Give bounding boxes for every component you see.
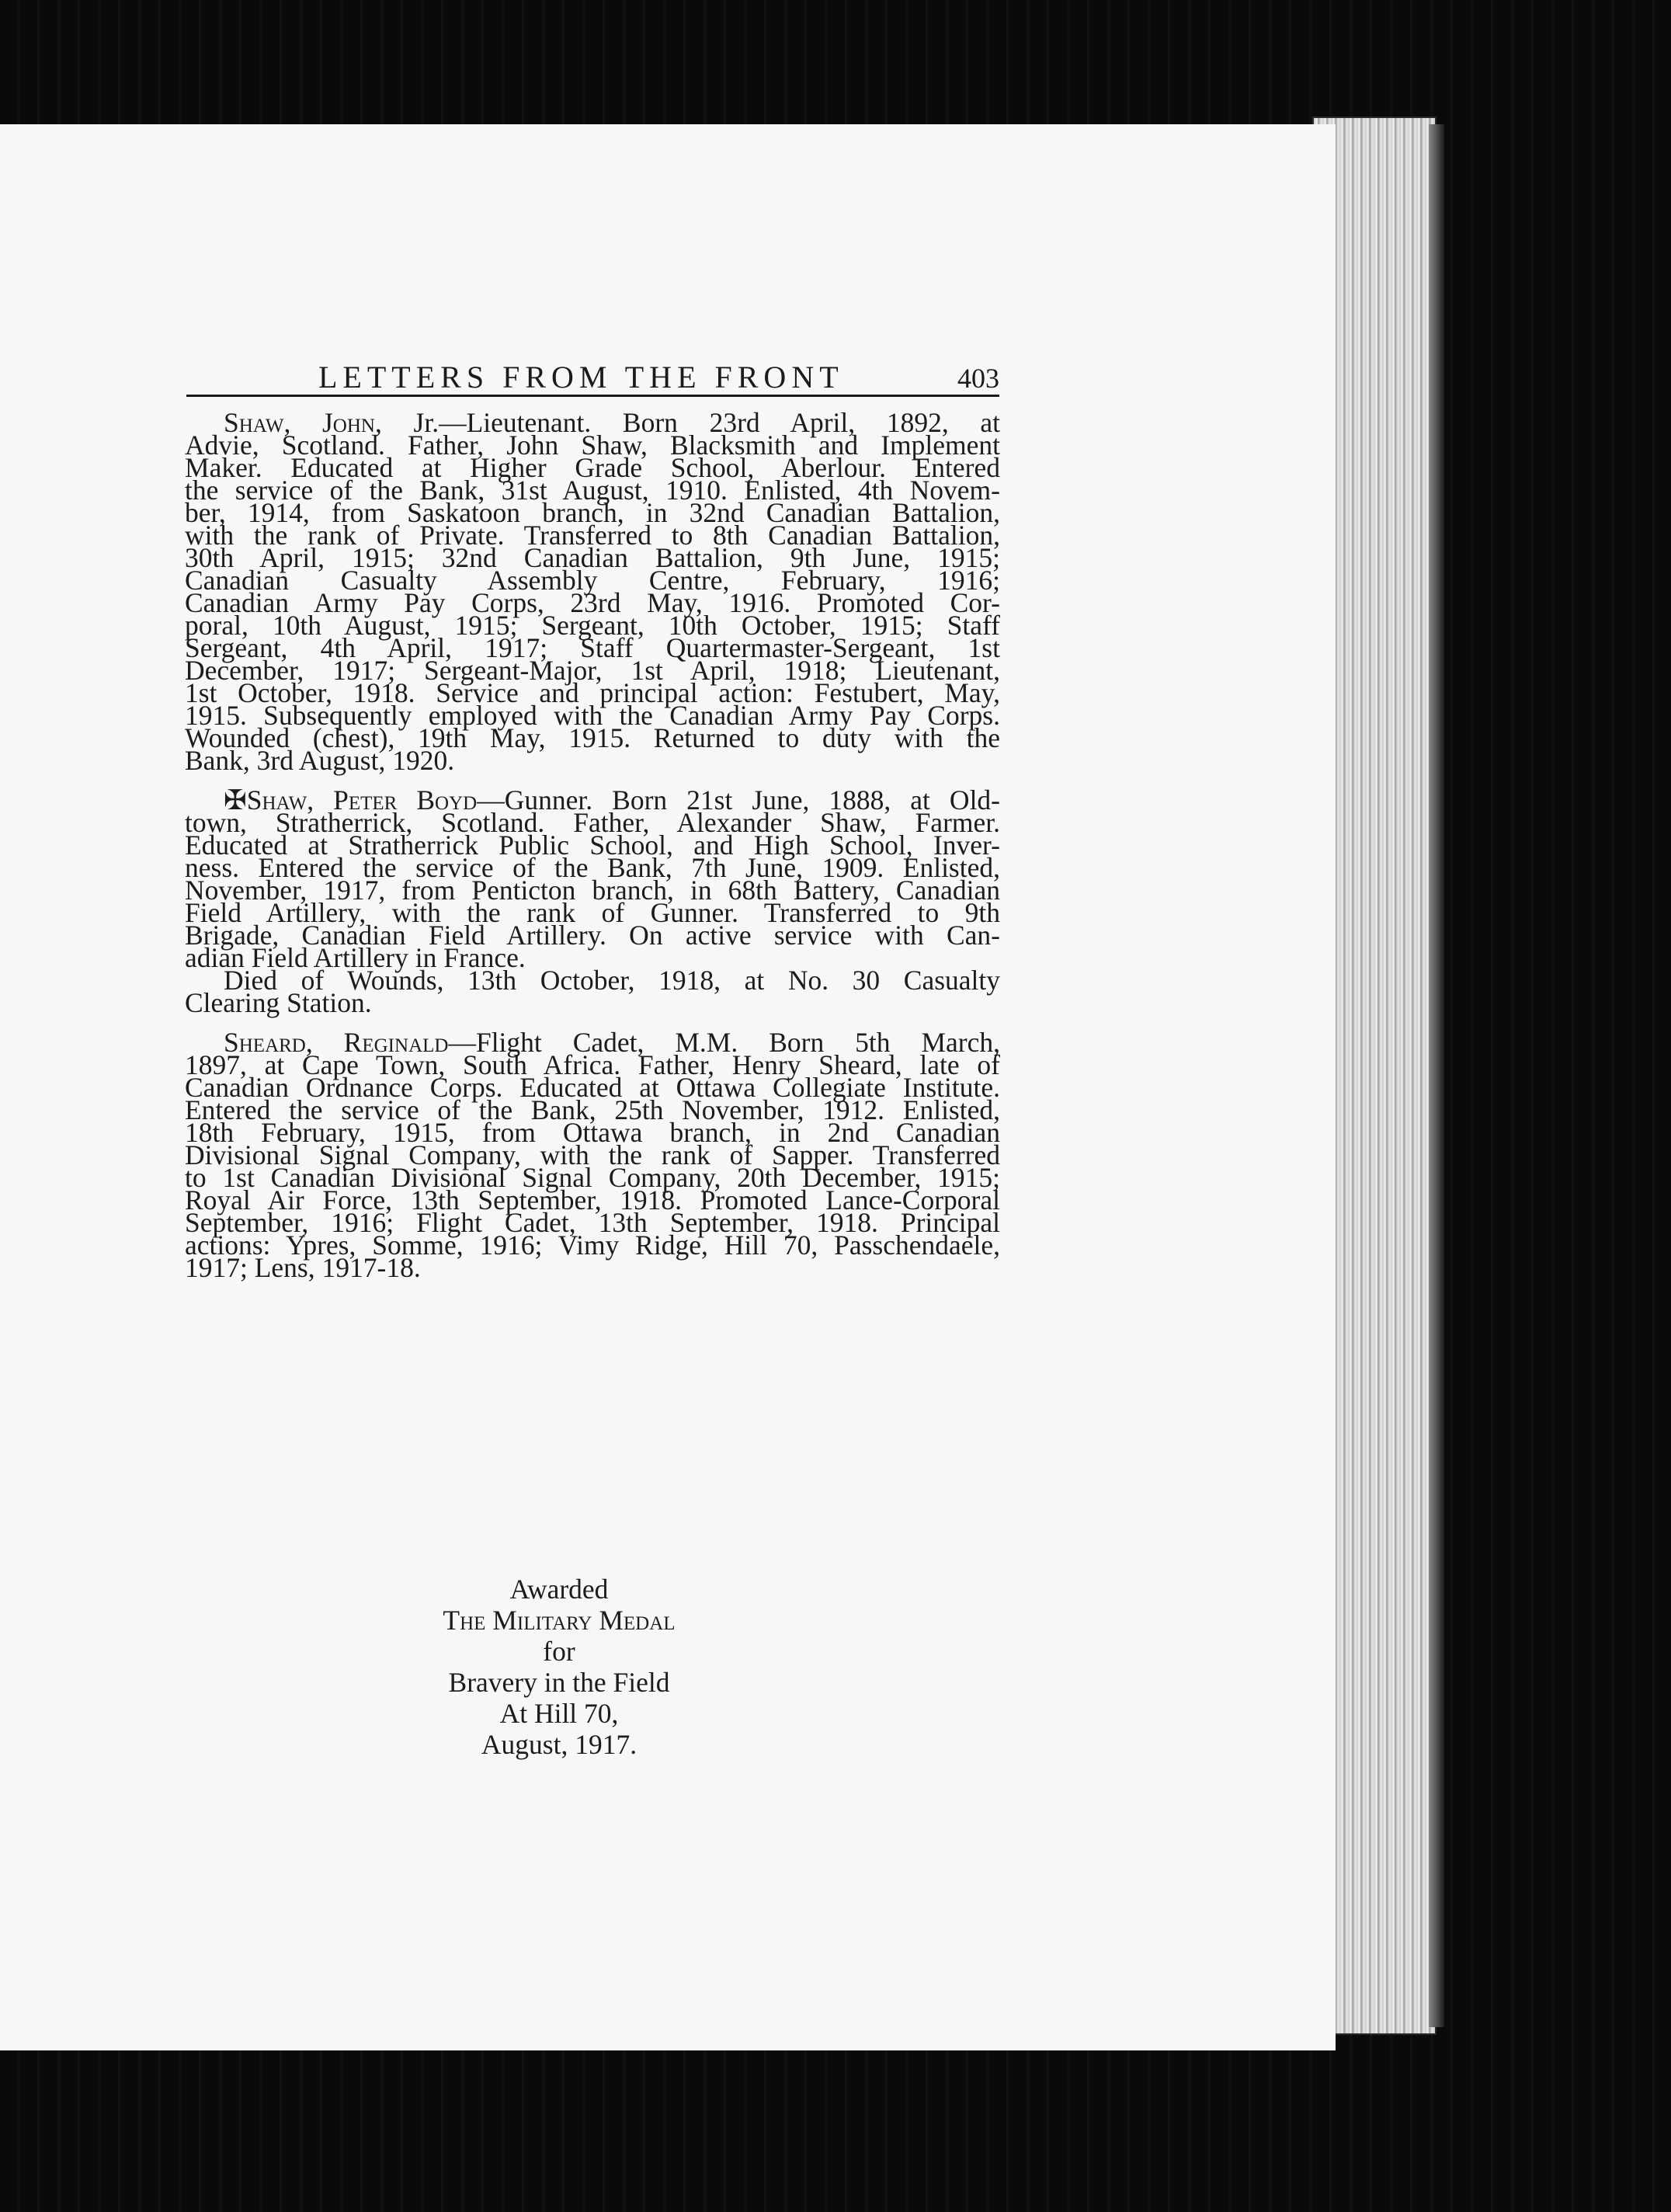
page-content (185, 407, 1001, 1296)
award-medal-name: The Military Medal (443, 1605, 676, 1636)
entry-line: September, 1916; Flight Cadet, 13th September, 1918. Principal (185, 1207, 1000, 1238)
page-header (186, 357, 999, 397)
entry-line: poral, 10th August, 1915; Sergeant, 10th October, 1915; Staff (185, 610, 1000, 641)
entry-line: Wounded (chest), 19th May, 1915. Returned to duty with the (185, 722, 1000, 753)
entry-shaw-john (185, 407, 1000, 776)
entry-line: Divisional Signal Company, with the rank of Sapper. Transferred (185, 1139, 1000, 1170)
entry-name: Shaw, John, (224, 407, 382, 438)
entry-shaw-peter-boyd (185, 784, 1001, 1018)
entry-name: Sheard, Reginald (224, 1027, 449, 1058)
entry-note-line: Died of Wounds, 13th October, 1918, at No. 30 Casualty (224, 965, 1000, 996)
entry-line: Brigade, Canadian Field Artillery. On active service with Can- (185, 920, 1000, 951)
page-number: 403 (957, 363, 999, 394)
entry-line: to 1st Canadian Divisional Signal Company, 20th December, 1915; (185, 1162, 1000, 1193)
entry-line: 1897, at Cape Town, South Africa. Father, Henry Sheard, late of (185, 1049, 1000, 1080)
entry-line: Bank, 3rd August, 1920. (185, 745, 455, 776)
entry-line: Royal Air Force, 13th September, 1918. Promoted Lance-Corporal (185, 1184, 1000, 1216)
entry-line: Educated at Stratherrick Public School, and High School, Inver- (185, 830, 1000, 861)
entry-sheard-reginald (185, 1027, 1000, 1283)
entry-line: Field Artillery, with the rank of Gunner. Transferred to 9th (185, 897, 1000, 928)
entry-line: adian Field Artillery in France. (185, 942, 526, 973)
entry-note-line: Clearing Station. (185, 987, 372, 1018)
entry-line: town, Stratherrick, Scotland. Father, Alexander Shaw, Farmer. (185, 807, 1000, 838)
award-line: for (543, 1636, 575, 1667)
entry-line: Advie, Scotland. Father, John Shaw, Blacksmith and Implement (185, 430, 1000, 461)
entry-line: with the rank of Private. Transferred to 8th Canadian Battalion, (185, 520, 1000, 551)
award-line: At Hill 70, (499, 1698, 619, 1729)
award-line: Bravery in the Field (448, 1667, 670, 1698)
entry-first-text: Jr.—Lieutenant. Born 23rd April, 1892, at (381, 407, 1000, 438)
entry-line: the service of the Bank, 31st August, 1910. Enlisted, 4th Novem- (185, 475, 1000, 506)
entry-line: Sergeant, 4th April, 1917; Staff Quartermaster-Sergeant, 1st (185, 632, 1000, 663)
award-line: Awarded (509, 1574, 609, 1605)
entry-line: Entered the service of the Bank, 25th November, 1912. Enlisted, (185, 1094, 1000, 1125)
entry-first-text: —Gunner. Born 21st June, 1888, at Old- (477, 784, 1001, 816)
entry-line: Maker. Educated at Higher Grade School, Aberlour. Entered (185, 452, 1000, 483)
entry-line: 1st October, 1918. Service and principal action: Festubert, May, (185, 677, 1000, 708)
book-edge-shadow (1429, 124, 1444, 2027)
entry-line: actions: Ypres, Somme, 1916; Vimy Ridge, Hill 70, Passchendaele, (185, 1229, 1000, 1261)
entry-line: 1915. Subsequently employed with the Canadian Army Pay Corps. (185, 700, 1000, 731)
entry-line: ness. Entered the service of the Bank, 7th June, 1909. Enlisted, (185, 852, 1000, 883)
entry-line: 30th April, 1915; 32nd Canadian Battalion, 9th June, 1915; (185, 542, 1000, 573)
entry-line: 18th February, 1915, from Ottawa branch, in 2nd Canadian (185, 1117, 1000, 1148)
entry-name: ✠Shaw, Peter Boyd (224, 784, 478, 816)
award-citation (404, 1574, 714, 1760)
entry-line: Canadian Ordnance Corps. Educated at Ottawa Collegiate Institute. (185, 1072, 1000, 1103)
entry-line: December, 1917; Sergeant-Major, 1st April, 1918; Lieutenant, (185, 655, 1000, 686)
entry-line: Canadian Casualty Assembly Centre, February, 1916; (185, 565, 1000, 596)
entry-line: 1917; Lens, 1917-18. (185, 1252, 421, 1283)
running-title: LETTERS FROM THE FRONT (318, 360, 844, 395)
entry-line: Canadian Army Pay Corps, 23rd May, 1916. Promoted Cor- (185, 587, 1000, 618)
award-line: August, 1917. (481, 1729, 637, 1760)
entry-first-text: —Flight Cadet, M.M. Born 5th March, (448, 1027, 1000, 1058)
entry-line: November, 1917, from Penticton branch, in 68th Battery, Canadian (185, 875, 1000, 906)
entry-line: ber, 1914, from Saskatoon branch, in 32nd Canadian Battalion, (185, 497, 1000, 528)
